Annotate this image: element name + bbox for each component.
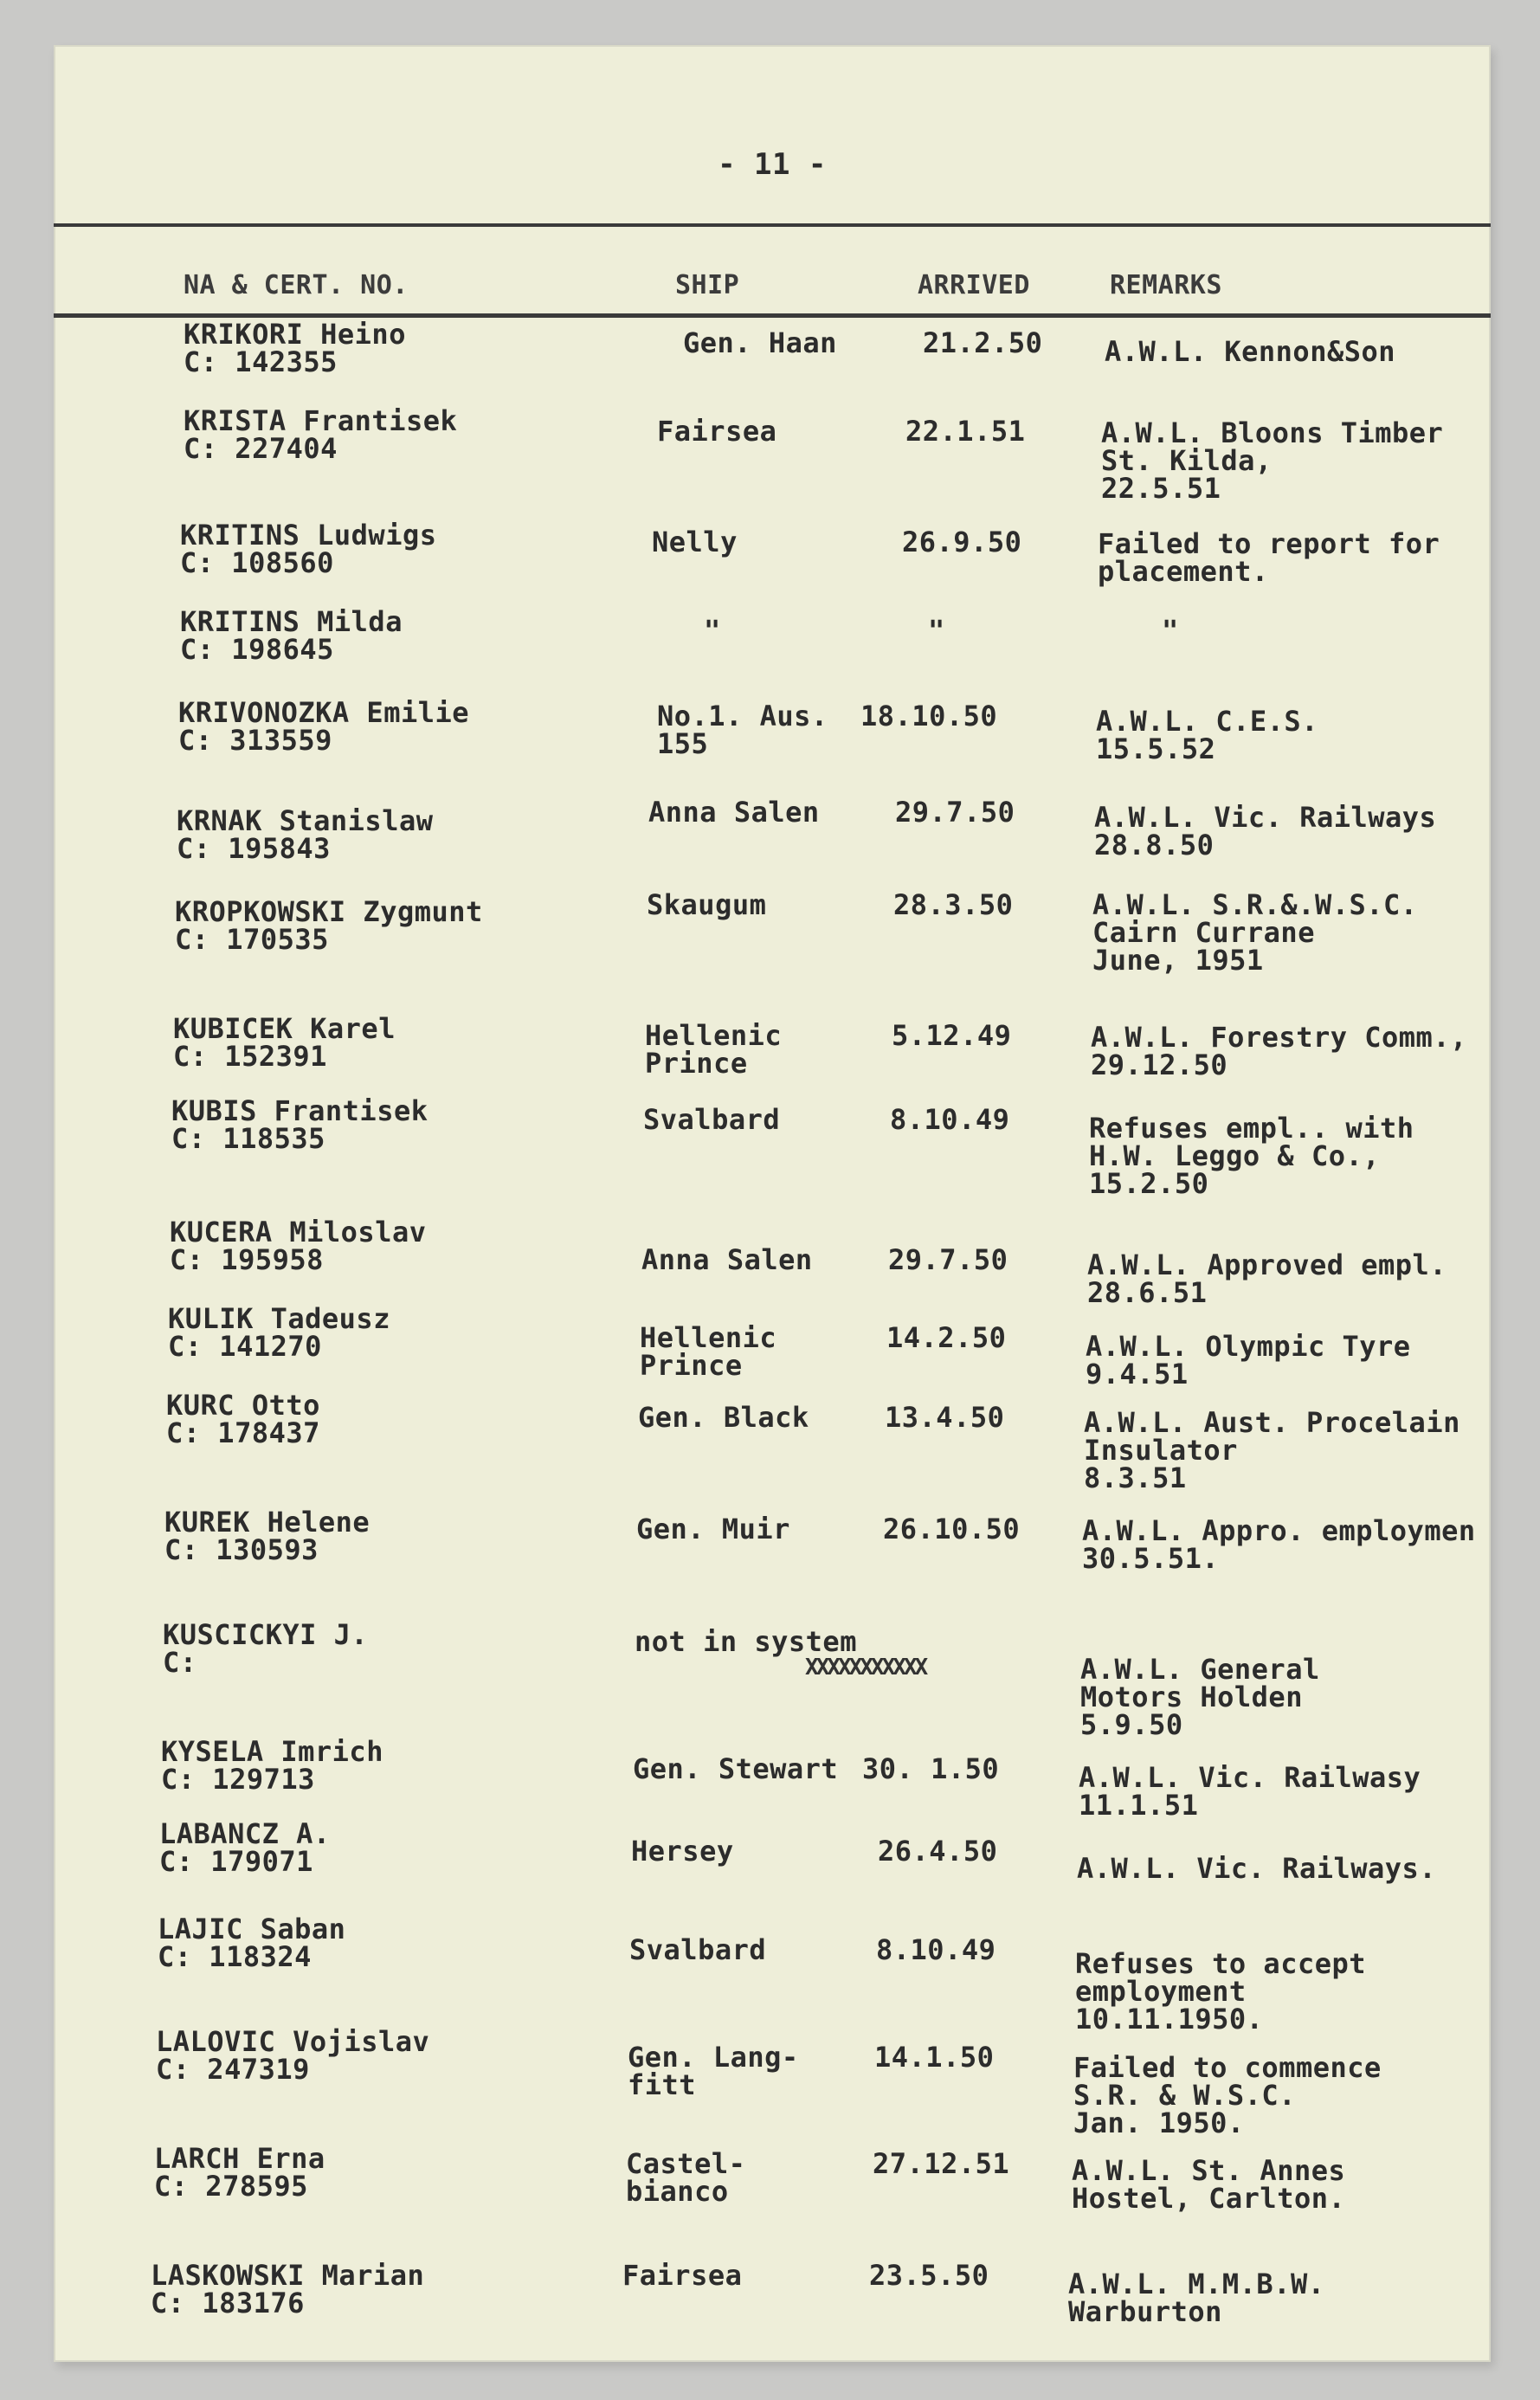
cell-name: LAJIC Saban C: 118324 bbox=[158, 1913, 346, 1973]
cell-remarks: A.W.L. Kennon&Son bbox=[1105, 335, 1396, 368]
document-page bbox=[54, 45, 1491, 2362]
cell-ship: Gen. Lang- fitt bbox=[628, 2041, 799, 2101]
cell-name: KUSCICKYI J. C: bbox=[163, 1618, 369, 1679]
cell-ship: Hellenic Prince bbox=[645, 1019, 783, 1080]
cell-name: KULIK Tadeusz C: 141270 bbox=[168, 1302, 390, 1363]
cell-name: KYSELA Imrich C: 129713 bbox=[161, 1735, 383, 1796]
cell-remarks: Failed to report for placement. bbox=[1098, 527, 1440, 588]
cell-ship: Gen. Black bbox=[638, 1401, 809, 1434]
cell-name: KRISTA Frantisek C: 227404 bbox=[184, 404, 458, 465]
cell-ship: Fairsea bbox=[657, 415, 777, 448]
cell-ship: Castel- bianco bbox=[626, 2147, 746, 2208]
cell-ship: Gen. Haan bbox=[683, 326, 837, 359]
cell-arrived: 5.12.49 bbox=[892, 1019, 1012, 1052]
column-header-arrived: ARRIVED bbox=[918, 270, 1030, 300]
cell-remarks: A.W.L. St. Annes Hostel, Carlton. bbox=[1072, 2154, 1346, 2215]
cell-ship: Nelly bbox=[652, 526, 738, 558]
cell-remarks: Failed to commence S.R. & W.S.C. Jan. 1950. bbox=[1073, 2051, 1382, 2139]
cell-ship: Skaugum bbox=[647, 888, 767, 921]
cell-remarks: A.W.L. Forestry Comm., 29.12.50 bbox=[1091, 1021, 1467, 1081]
cell-name: KRNAK Stanislaw C: 195843 bbox=[177, 804, 434, 865]
cell-name: LARCH Erna C: 278595 bbox=[154, 2142, 325, 2203]
cell-arrived: 8.10.49 bbox=[876, 1933, 996, 1966]
cell-remarks: A.W.L. Vic. Railwasy 11.1.51 bbox=[1079, 1761, 1421, 1822]
cell-arrived: 22.1.51 bbox=[905, 415, 1026, 448]
header-top-rule bbox=[54, 223, 1491, 227]
cell-remarks: A.W.L. Bloons Timber St. Kilda, 22.5.51 bbox=[1101, 416, 1444, 505]
cell-arrived: 27.12.51 bbox=[873, 2147, 1010, 2180]
column-header-ship: SHIP bbox=[675, 270, 740, 300]
cell-name: KUCERA Miloslav C: 195958 bbox=[170, 1216, 427, 1276]
cell-name: KUBICEK Karel C: 152391 bbox=[173, 1012, 396, 1073]
column-header-name: NA & CERT. NO. bbox=[184, 270, 409, 300]
cell-arrived: 28.3.50 bbox=[893, 888, 1014, 921]
cell-ship: Gen. Stewart bbox=[633, 1752, 839, 1785]
cell-ship: Gen. Muir bbox=[636, 1513, 790, 1545]
cell-arrived: 8.10.49 bbox=[890, 1103, 1010, 1136]
cell-arrived: 30. 1.50 bbox=[862, 1752, 1000, 1785]
cell-ship: Svalbard bbox=[643, 1103, 781, 1136]
cell-ship: No.1. Aus. 155 bbox=[657, 700, 828, 760]
cell-remarks: Refuses to accept employment 10.11.1950. bbox=[1075, 1947, 1367, 2035]
cell-name: KUBIS Frantisek C: 118535 bbox=[171, 1094, 428, 1155]
cell-ship: Svalbard bbox=[629, 1933, 767, 1966]
cell-name: KRITINS Milda C: 198645 bbox=[180, 605, 403, 666]
cell-name: KUREK Helene C: 130593 bbox=[164, 1506, 371, 1566]
cell-arrived: " bbox=[928, 614, 945, 647]
cell-arrived: 13.4.50 bbox=[885, 1401, 1005, 1434]
cell-name: KRIKORI Heino C: 142355 bbox=[184, 318, 406, 378]
cell-remarks: A.W.L. Aust. Procelain Insulator 8.3.51 bbox=[1084, 1406, 1460, 1494]
cell-ship: Hersey bbox=[631, 1835, 734, 1868]
cell-arrived: 29.7.50 bbox=[895, 796, 1015, 829]
cell-remarks: " bbox=[1162, 614, 1179, 647]
cell-remarks: A.W.L. Appro. employmen 30.5.51. bbox=[1082, 1514, 1476, 1575]
cell-remarks: A.W.L. Approved empl. 28.6.51 bbox=[1087, 1248, 1447, 1309]
cell-arrived: 21.2.50 bbox=[923, 326, 1043, 359]
cell-remarks: A.W.L. C.E.S. 15.5.52 bbox=[1096, 705, 1318, 765]
cell-name: LABANCZ A. C: 179071 bbox=[159, 1817, 331, 1878]
cell-ship: " bbox=[704, 614, 721, 647]
cell-ship: Anna Salen bbox=[641, 1243, 813, 1276]
cell-remarks: A.W.L. Vic. Railways 28.8.50 bbox=[1094, 801, 1437, 861]
cell-arrived: 23.5.50 bbox=[869, 2259, 989, 2292]
cell-name: LALOVIC Vojislav C: 247319 bbox=[156, 2025, 430, 2086]
cell-name: KRIVONOZKA Emilie C: 313559 bbox=[178, 696, 470, 757]
cell-arrived: 26.4.50 bbox=[878, 1835, 998, 1868]
cell-arrived: 26.9.50 bbox=[902, 526, 1022, 558]
cell-ship: Anna Salen bbox=[648, 796, 820, 829]
cell-name: KRITINS Ludwigs C: 108560 bbox=[180, 519, 437, 579]
cell-remarks: Refuses empl.. with H.W. Leggo & Co., 15.2.50 bbox=[1089, 1112, 1414, 1200]
cell-name: KROPKOWSKI Zygmunt C: 170535 bbox=[175, 895, 483, 956]
cell-arrived: 14.1.50 bbox=[874, 2041, 995, 2074]
cell-arrived: 26.10.50 bbox=[883, 1513, 1021, 1545]
cell-ship: Hellenic Prince bbox=[640, 1321, 777, 1382]
cell-remarks: A.W.L. M.M.B.W. Warburton bbox=[1068, 2268, 1325, 2328]
cell-remarks: A.W.L. Vic. Railways. bbox=[1077, 1852, 1437, 1885]
cell-remarks: A.W.L. Olympic Tyre 9.4.51 bbox=[1086, 1330, 1411, 1390]
cell-remarks: A.W.L. General Motors Holden 5.9.50 bbox=[1080, 1653, 1320, 1741]
cell-name: KURC Otto C: 178437 bbox=[166, 1389, 320, 1449]
struck-out-text: XXXXXXXXXXX bbox=[805, 1655, 926, 1681]
cell-remarks: A.W.L. S.R.&.W.S.C. Cairn Currane June, 1951 bbox=[1092, 888, 1418, 977]
cell-arrived: 29.7.50 bbox=[888, 1243, 1008, 1276]
cell-name: LASKOWSKI Marian C: 183176 bbox=[151, 2259, 425, 2319]
page-number: - 11 - bbox=[718, 147, 827, 182]
cell-arrived: 14.2.50 bbox=[886, 1321, 1007, 1354]
cell-ship: Fairsea bbox=[622, 2259, 743, 2292]
column-header-remarks: REMARKS bbox=[1110, 270, 1222, 300]
cell-ship: not in system bbox=[635, 1625, 857, 1658]
cell-arrived: 18.10.50 bbox=[860, 700, 998, 732]
